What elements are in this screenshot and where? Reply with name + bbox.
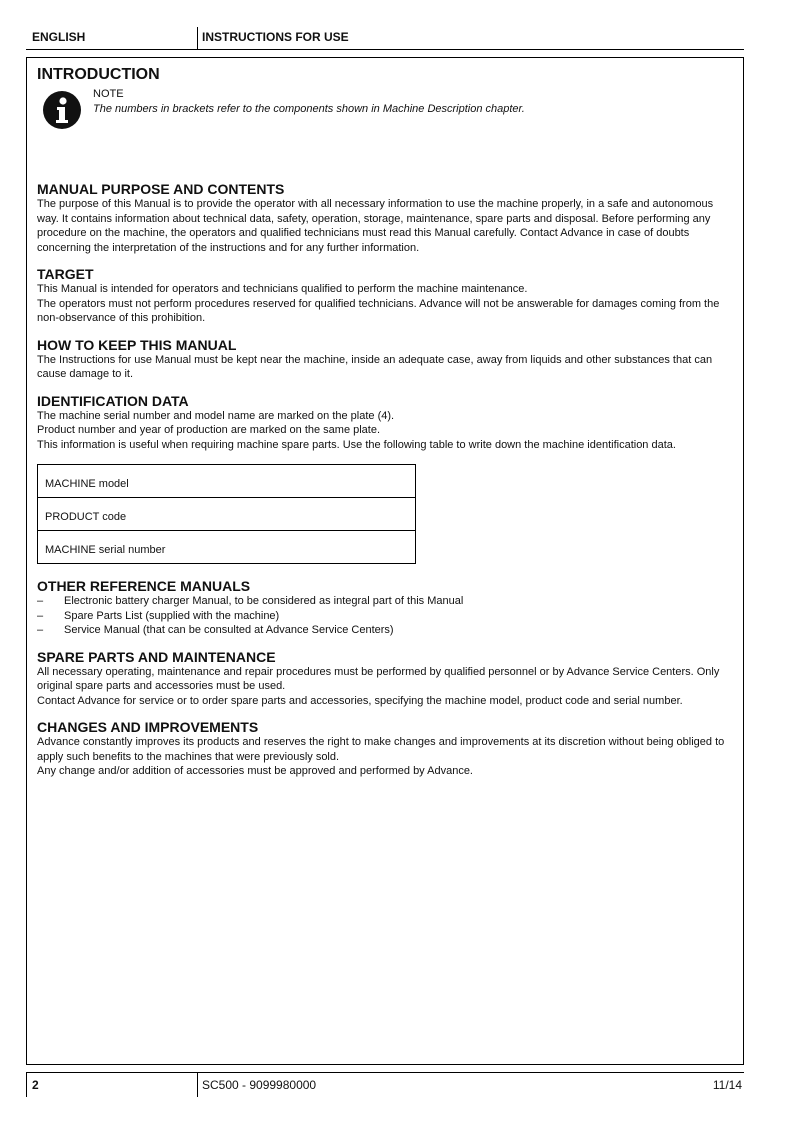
footer-model: SC500 - 9099980000 — [202, 1078, 317, 1092]
section-manual-purpose — [37, 181, 737, 255]
list-dash: – — [37, 595, 44, 607]
section-paragraph: Any change and/or addition of accessories must be approved and performed by Advance. — [37, 765, 473, 777]
header-language: ENGLISH — [32, 30, 86, 44]
table-row — [38, 531, 416, 564]
note-text: The numbers in brackets refer to the components shown in Machine Description chapter. — [93, 103, 525, 115]
section-paragraph: Product number and year of production are marked on the same plate. — [37, 424, 381, 436]
list-item-text: Electronic battery charger Manual, to be considered as integral part of this Manual — [64, 595, 464, 607]
footer-date: 11/14 — [712, 1078, 742, 1092]
section-paragraph: This information is useful when requiring machine spare parts. Use the following table to write down the machine identification data. — [37, 438, 676, 451]
table-row — [38, 498, 416, 531]
section-paragraph: The Instructions for use Manual must be kept near the machine, inside an adequate case, away from liquids and other substances that can cause damage to it. — [37, 353, 713, 380]
identification-field-product-code: PRODUCT code — [38, 498, 416, 531]
header-divider — [197, 27, 198, 49]
section-paragraph: Contact Advance for service or to order spare parts and accessories, specifying the machine model, product code and serial number. — [37, 694, 683, 707]
list-dash: – — [37, 609, 44, 622]
section-title: TARGET — [37, 266, 94, 282]
header-title: INSTRUCTIONS FOR USE — [202, 30, 349, 44]
section-changes — [37, 719, 737, 779]
reference-manual-list — [37, 594, 737, 638]
section-paragraph: All necessary operating, maintenance and repair procedures must be performed by qualified personnel or by Advance Service Centers. Only original spare parts and accessories must be used. — [37, 665, 720, 692]
section-keep-manual — [37, 337, 737, 382]
note-label: NOTE — [93, 88, 124, 100]
list-item-text: Spare Parts List (supplied with the machine) — [64, 609, 280, 622]
note-block — [37, 88, 737, 136]
table-row — [38, 465, 416, 498]
page-number: 2 — [32, 1078, 39, 1092]
identification-field-model: MACHINE model — [38, 465, 416, 498]
list-dash: – — [37, 624, 44, 636]
section-title: HOW TO KEEP THIS MANUAL — [37, 336, 237, 353]
section-title: CHANGES AND IMPROVEMENTS — [37, 719, 259, 735]
section-title: IDENTIFICATION DATA — [37, 392, 189, 409]
page-content — [37, 65, 737, 779]
section-title: OTHER REFERENCE MANUALS — [37, 578, 251, 594]
list-item — [37, 609, 737, 624]
list-item-text: Service Manual (that can be consulted at Advance Service Centers) — [64, 624, 394, 636]
footer-left-divider — [26, 1073, 27, 1097]
section-paragraph: This Manual is intended for operators and technicians qualified to perform the machine maintenance. — [37, 283, 528, 295]
section-other-manuals — [37, 578, 737, 638]
introduction-title: INTRODUCTION — [37, 66, 160, 83]
page-footer — [26, 1072, 744, 1097]
list-item — [37, 594, 737, 609]
footer-divider — [197, 1073, 198, 1097]
section-spare-parts — [37, 649, 737, 709]
page-header — [26, 27, 744, 50]
section-title: SPARE PARTS AND MAINTENANCE — [37, 648, 276, 665]
section-paragraph: Advance constantly improves its products and reserves the right to make changes and improvements at its discretion without being obliged to apply such benefits to the machines that were previously sold. — [37, 736, 725, 763]
identification-field-serial-number: MACHINE serial number — [38, 531, 416, 564]
section-title: MANUAL PURPOSE AND CONTENTS — [37, 181, 285, 197]
section-paragraph: The machine serial number and model name are marked on the plate (4). — [37, 409, 395, 422]
section-paragraph: The operators must not perform procedures reserved for qualified technicians. Advance will not be answerable for damages coming from the non-observance of this prohibition. — [37, 297, 720, 324]
info-icon — [42, 90, 82, 130]
list-item — [37, 623, 737, 638]
section-paragraph: The purpose of this Manual is to provide the operator with all necessary information to use the machine properly, in a safe and autonomous way. It contains information about technical data, safety, operation, storage, maintenance, spare parts and disposal. Before performing any procedure on the machine, the operators and qualified technicians must read this Manual carefully. Contact Advance in case of doubts concerning the interpretation of the instructions and for any further information. — [37, 198, 714, 254]
identification-table — [37, 464, 416, 564]
section-target — [37, 266, 737, 326]
section-identification — [37, 393, 737, 565]
